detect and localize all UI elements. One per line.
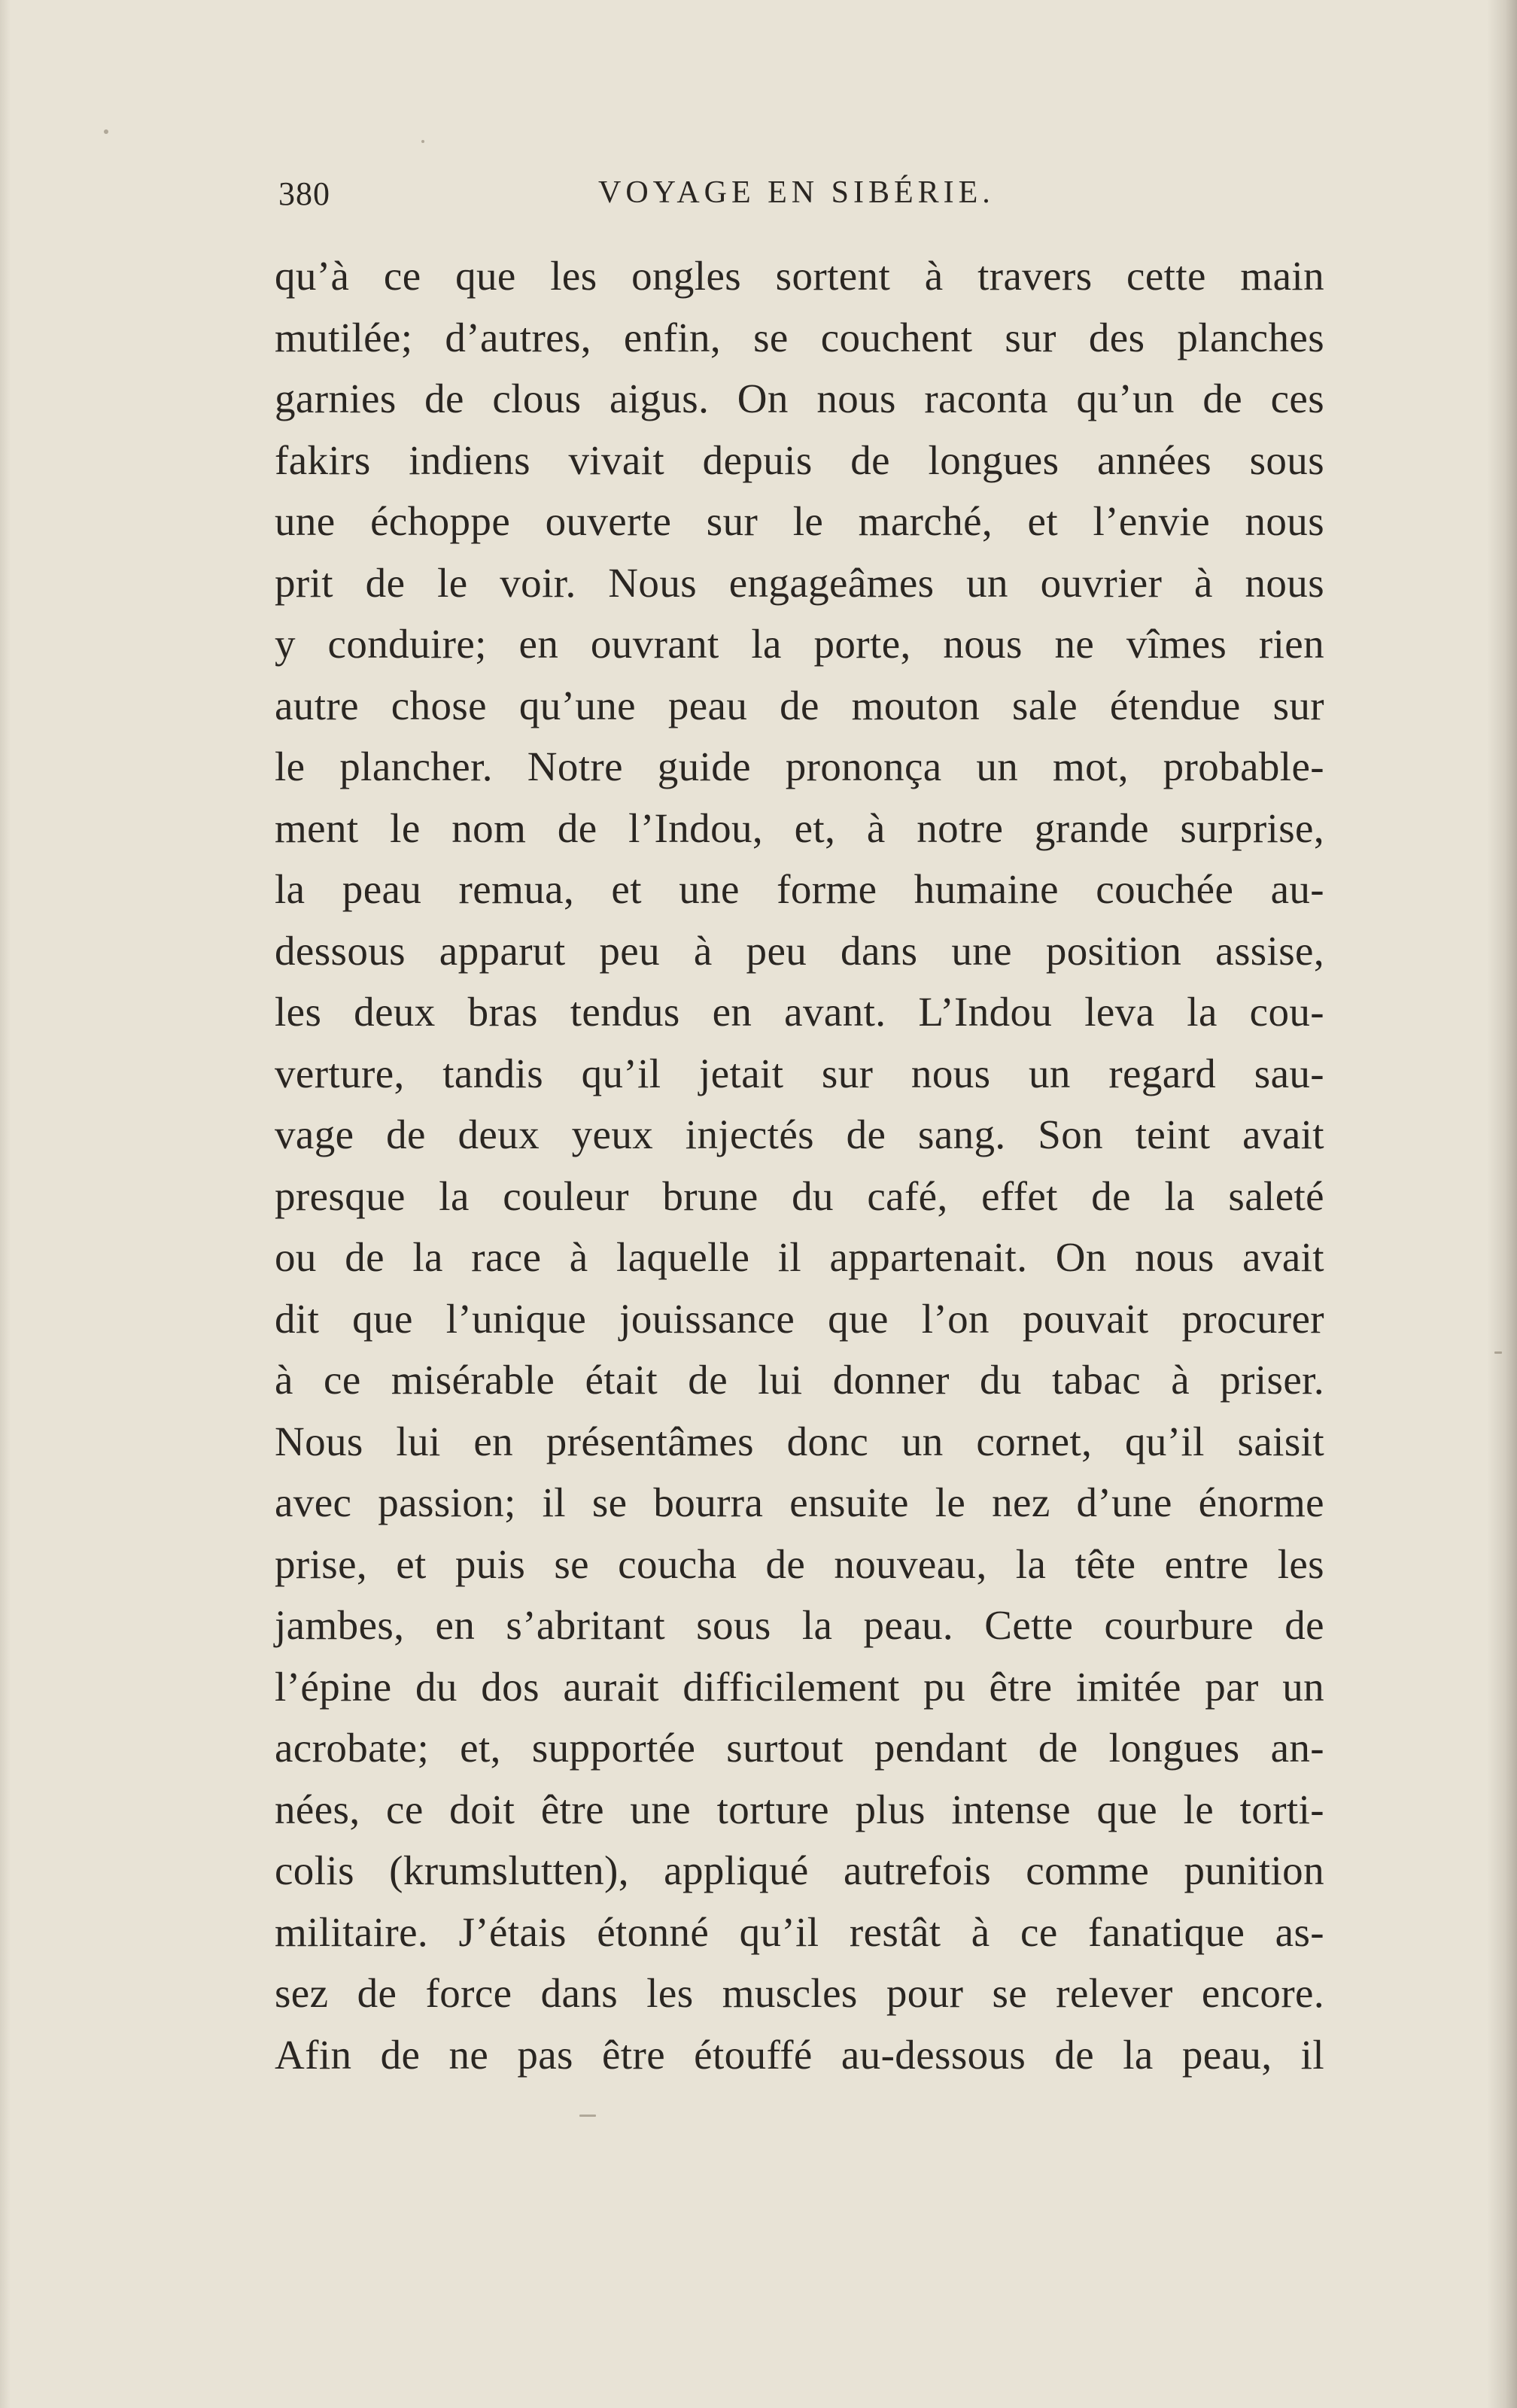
text-line: à ce misérable était de lui donner du tabac à priser.: [275, 1357, 1324, 1403]
text-line: prit de le voir. Nous engageâmes un ouvrier à nous: [275, 559, 1324, 606]
text-line: les deux bras tendus en avant. L’Indou leva la cou-: [275, 989, 1324, 1035]
text-line: colis (krumslutten), appliqué autrefois comme punition: [275, 1847, 1324, 1893]
page-left-edge: [0, 0, 11, 2408]
text-line: y conduire; en ouvrant la porte, nous ne vîmes rien: [275, 621, 1324, 667]
text-line: le plancher. Notre guide prononça un mot, probable-: [275, 743, 1324, 789]
text-line: verture, tandis qu’il jetait sur nous un regard sau-: [275, 1050, 1324, 1096]
text-line: presque la couleur brune du café, effet de la saleté: [275, 1172, 1324, 1219]
text-line: fakirs indiens vivait depuis de longues années sous: [275, 436, 1324, 483]
text-line: Afin de ne pas être étouffé au-dessous de la peau, il: [275, 2031, 1324, 2078]
text-line: ment le nom de l’Indou, et, à notre grande surprise,: [275, 804, 1324, 851]
paper-speck: [1494, 1351, 1502, 1354]
text-line: avec passion; il se bourra ensuite le nez d’une énorme: [275, 1479, 1324, 1525]
page-number: 380: [278, 175, 330, 212]
text-line: autre chose qu’une peau de mouton sale étendue sur: [275, 682, 1324, 728]
text-line: sez de force dans les muscles pour se relever encore.: [275, 1970, 1324, 2016]
paper-speck: [579, 2115, 596, 2117]
text-line: mutilée; d’autres, enfin, se couchent sur des planches: [275, 314, 1324, 360]
text-line: l’épine du dos aurait difficilement pu être imitée par un: [275, 1663, 1324, 1710]
paper-speck: [421, 140, 424, 143]
text-line: nées, ce doit être une torture plus intense que le torti-: [275, 1786, 1324, 1832]
text-line: vage de deux yeux injectés de sang. Son teint avait: [275, 1111, 1324, 1157]
text-line: qu’à ce que les ongles sortent à travers cette main: [275, 253, 1324, 299]
text-line: une échoppe ouverte sur le marché, et l’envie nous: [275, 498, 1324, 544]
text-line: la peau remua, et une forme humaine couchée au-: [275, 866, 1324, 912]
text-line: dit que l’unique jouissance que l’on pouvait procurer: [275, 1295, 1324, 1342]
paper-speck: [104, 129, 108, 134]
page-right-edge: [1487, 0, 1517, 2408]
text-line: dessous apparut peu à peu dans une position assise,: [275, 927, 1324, 974]
text-line: militaire. J’étais étonné qu’il restât à ce fanatique as-: [275, 1908, 1324, 1955]
text-line: ou de la race à laquelle il appartenait. On nous avait: [275, 1234, 1324, 1280]
text-line: acrobate; et, supportée surtout pendant de longues an-: [275, 1725, 1324, 1771]
text-line: Nous lui en présentâmes donc un cornet, qu’il saisit: [275, 1418, 1324, 1464]
text-line: prise, et puis se coucha de nouveau, la tête entre les: [275, 1540, 1324, 1587]
running-title: VOYAGE EN SIBÉRIE.: [598, 175, 995, 210]
text-line: garnies de clous aigus. On nous raconta qu’un de ces: [275, 375, 1324, 421]
page-header: [278, 175, 1324, 220]
text-line: jambes, en s’abritant sous la peau. Cette courbure de: [275, 1602, 1324, 1648]
body-text: [275, 245, 1324, 2085]
